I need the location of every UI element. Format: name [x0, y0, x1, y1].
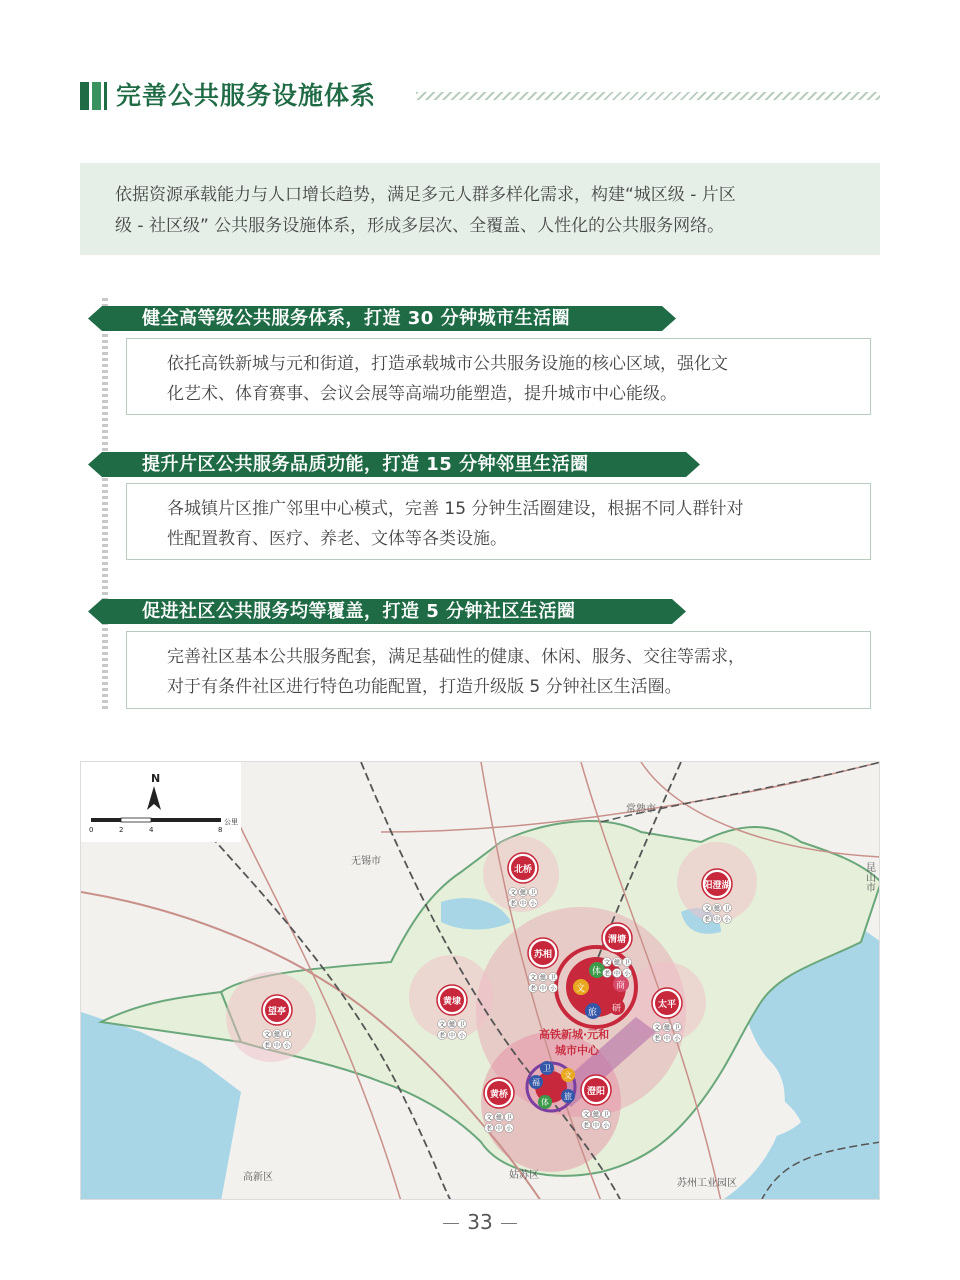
- facility-label: 老: [603, 970, 611, 978]
- facility-label: 健: [448, 1021, 456, 1029]
- facility-label: 文: [703, 905, 711, 913]
- facility-label: 中: [663, 1035, 671, 1043]
- svg-text:商: 商: [616, 981, 626, 991]
- facility-label: 文: [653, 1024, 661, 1032]
- town-marker: [437, 985, 467, 1040]
- svg-text:研: 研: [612, 1004, 622, 1014]
- facility-label: 健: [539, 974, 547, 982]
- section-title: 健全高等级公共服务体系，打造 30 分钟城市生活圈: [142, 308, 571, 329]
- facility-label: 中: [273, 1042, 281, 1050]
- scale-tick: 0: [89, 826, 94, 834]
- facility-label: 小: [549, 985, 557, 993]
- section-text-line: 对于有条件社区进行特色功能配置，打造升级版 5 分钟社区生活圈。: [167, 677, 682, 697]
- town-marker: [508, 853, 538, 908]
- section-text-box: [126, 338, 871, 415]
- town-label: 黄埭: [442, 997, 462, 1007]
- town-marker: [484, 1078, 514, 1133]
- town-marker: [602, 923, 632, 978]
- town-label: 黄桥: [489, 1090, 509, 1100]
- scale-unit: 公里: [224, 818, 238, 826]
- section-banner: [88, 599, 686, 624]
- facility-label: 健: [592, 1111, 600, 1119]
- header-hatch-line: [416, 92, 880, 100]
- facility-label: 中: [592, 1122, 600, 1130]
- facility-label: 中: [713, 916, 721, 924]
- facility-label: 卫: [623, 959, 631, 967]
- dotted-rail: [102, 298, 108, 710]
- facility-label: 老: [485, 1125, 493, 1133]
- place-label: 常熟市: [626, 804, 656, 815]
- facility-label: 小: [723, 916, 731, 924]
- facility-label: 卫: [458, 1021, 466, 1029]
- section-header: [80, 80, 880, 112]
- header-decor-bar: [80, 82, 89, 110]
- facility-label: 卫: [529, 889, 537, 897]
- facility-label: 健: [713, 905, 721, 913]
- town-marker: [702, 869, 732, 924]
- section-text-line: 依托高铁新城与元和街道，打造承载城市公共服务设施的核心区域，强化文: [167, 354, 728, 374]
- facility-label: 卫: [723, 905, 731, 913]
- facility-label: 小: [529, 900, 537, 908]
- scale-tick: 8: [218, 826, 223, 834]
- center-label: 城市中心: [555, 1044, 599, 1057]
- facility-label: 文: [263, 1031, 271, 1039]
- svg-text:体: 体: [592, 967, 602, 977]
- facility-label: 小: [673, 1035, 681, 1043]
- facility-label: 中: [539, 985, 547, 993]
- facility-label: 文: [582, 1111, 590, 1119]
- section-text-line: 各城镇片区推广邻里中心模式，完善 15 分钟生活圈建设，根据不同人群针对: [167, 499, 744, 519]
- facility-label: 健: [519, 889, 527, 897]
- facility-label: 老: [653, 1035, 661, 1043]
- header-decor-bar: [92, 82, 101, 110]
- section-banner: [88, 306, 676, 331]
- facility-label: 老: [529, 985, 537, 993]
- facility-label: 中: [448, 1032, 456, 1040]
- facility-label: 老: [582, 1122, 590, 1130]
- facility-label: 文: [529, 974, 537, 982]
- facility-label: 中: [613, 970, 621, 978]
- facility-label: 健: [663, 1024, 671, 1032]
- page-number: 33: [0, 1210, 960, 1234]
- scale-tick: 4: [149, 826, 154, 834]
- town-label: 望亭: [267, 1007, 287, 1017]
- intro-box: [80, 163, 880, 255]
- section-title: 提升片区公共服务品质功能，打造 15 分钟邻里生活圈: [142, 454, 589, 475]
- section-title: 促进社区公共服务均等覆盖，打造 5 分钟社区生活圈: [142, 601, 576, 622]
- facility-label: 老: [703, 916, 711, 924]
- section-text-line: 完善社区基本公共服务配套，满足基础性的健康、休闲、服务、交往等需求，: [167, 647, 745, 667]
- facility-label: 健: [495, 1114, 503, 1122]
- place-label: 高新区: [243, 1172, 273, 1183]
- facility-label: 文: [438, 1021, 446, 1029]
- facility-label: 小: [283, 1042, 291, 1050]
- town-marker: [581, 1075, 611, 1130]
- facility-label: 中: [495, 1125, 503, 1133]
- svg-text:旅: 旅: [564, 1092, 572, 1101]
- town-label: 澄阳: [586, 1087, 606, 1097]
- facility-label: 文: [509, 889, 517, 897]
- facility-label: 卫: [673, 1024, 681, 1032]
- section-text-line: 性配置教育、医疗、养老、文体等各类设施。: [167, 529, 507, 549]
- facility-label: 文: [603, 959, 611, 967]
- facility-label: 卫: [505, 1114, 513, 1122]
- page-title: 完善公共服务设施体系: [116, 81, 377, 110]
- svg-text:体: 体: [541, 1098, 549, 1107]
- facility-label: 卫: [602, 1111, 610, 1119]
- center-label: 高铁新城·元和: [539, 1028, 610, 1041]
- section-banner: [88, 452, 700, 477]
- facility-label: 小: [623, 970, 631, 978]
- place-label: 苏州工业园区: [677, 1178, 737, 1189]
- intro-line: 依据资源承载能力与人口增长趋势，满足多元人群多样化需求，构建“城区级 - 片区: [115, 185, 736, 205]
- north-label: N: [151, 772, 161, 785]
- town-markers: [81, 762, 880, 1200]
- svg-text:福: 福: [532, 1078, 540, 1087]
- town-label: 北桥: [513, 865, 533, 875]
- svg-text:文: 文: [564, 1071, 572, 1080]
- town-label: 阳澄湖: [703, 881, 731, 891]
- section-text-line: 化艺术、体育赛事、会议会展等高端功能塑造，提升城市中心能级。: [167, 384, 677, 404]
- facility-label: 健: [273, 1031, 281, 1039]
- planning-map: [80, 761, 880, 1200]
- svg-text:旅: 旅: [588, 1008, 598, 1018]
- svg-text:文: 文: [576, 984, 586, 994]
- facility-label: 小: [505, 1125, 513, 1133]
- town-label: 太平: [657, 1000, 677, 1010]
- facility-label: 卫: [283, 1031, 291, 1039]
- town-label: 渭塘: [607, 935, 627, 945]
- facility-label: 卫: [549, 974, 557, 982]
- town-marker: [262, 995, 292, 1050]
- svg-text:卫: 卫: [543, 1064, 551, 1073]
- header-decor-bar: [104, 82, 107, 110]
- town-label: 苏相: [533, 950, 553, 960]
- facility-label: 老: [438, 1032, 446, 1040]
- section-text-box: [126, 631, 871, 709]
- place-label: 姑苏区: [509, 1170, 539, 1181]
- facility-label: 中: [519, 900, 527, 908]
- facility-label: 老: [263, 1042, 271, 1050]
- town-marker: [528, 938, 558, 993]
- facility-label: 文: [485, 1114, 493, 1122]
- facility-label: 小: [458, 1032, 466, 1040]
- facility-label: 老: [509, 900, 517, 908]
- scale-tick: 2: [119, 826, 124, 834]
- town-marker: [652, 988, 682, 1043]
- facility-label: 小: [602, 1122, 610, 1130]
- intro-line: 级 - 社区级” 公共服务设施体系，形成多层次、全覆盖、人性化的公共服务网络。: [115, 216, 725, 236]
- place-label: 昆山市: [863, 862, 875, 892]
- facility-label: 健: [613, 959, 621, 967]
- place-label: 无锡市: [351, 856, 381, 867]
- section-text-box: [126, 483, 871, 560]
